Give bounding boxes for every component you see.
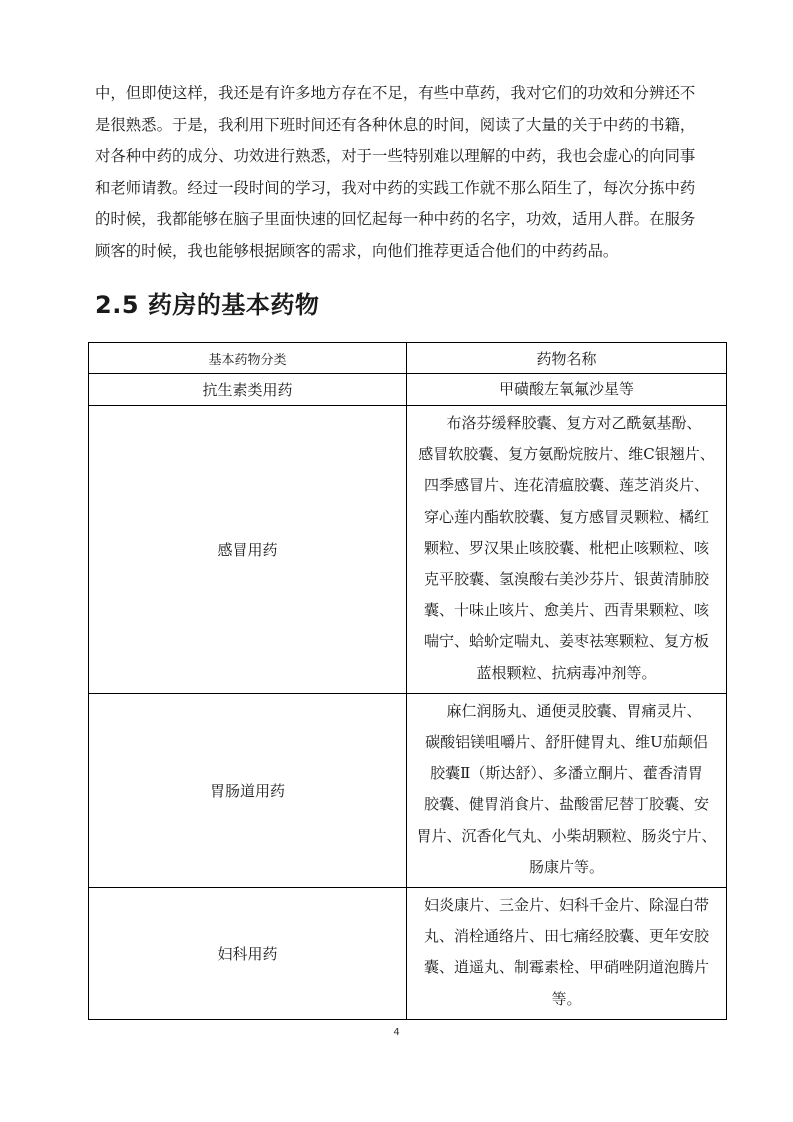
drug-names-line: 胶囊、健胃消食片、盐酸雷尼替丁胶囊、安 xyxy=(423,795,709,814)
drug-names-line: 囊、逍遥丸、制霉素栓、甲硝唑阴道泡腾片 xyxy=(423,958,709,977)
paragraph-line: 是很熟悉。于是，我利用下班时间还有各种休息的时间，阅读了大量的关于中药的书籍， xyxy=(95,115,696,134)
drug-names-line: 甲磺酸左氧氟沙星等 xyxy=(498,380,634,398)
drug-names-line: 感冒软胶囊、复方氨酚烷胺片、维C银翘片、 xyxy=(418,445,715,464)
drug-names-line: 布洛芬缓释胶囊、复方对乙酰氨基酚、 xyxy=(431,414,702,432)
drug-names-line: 胃片、沉香化气丸、小柴胡颗粒、肠炎宁片、 xyxy=(416,826,717,845)
drug-names-cell xyxy=(407,374,727,406)
paragraph-line: 和老师请教。经过一段时间的学习，我对中药的实践工作就不那么陌生了，每次分拣中药 xyxy=(95,178,696,197)
section-heading: 2.5 药房的基本药物 xyxy=(95,291,320,319)
drug-names-cell xyxy=(407,888,727,1020)
header-category: 基本药物分类 xyxy=(89,343,407,374)
table-row xyxy=(89,374,727,406)
category-cell: 感冒用药 xyxy=(89,406,407,694)
drug-names-line: 喘宁、蛤蚧定喘丸、姜枣祛寒颗粒、复方板 xyxy=(423,632,709,651)
drug-names-cell xyxy=(407,406,727,694)
table-row xyxy=(89,888,727,1020)
drug-names-line: 妇炎康片、三金片、妇科千金片、除湿白带 xyxy=(423,896,709,915)
category-cell: 胃肠道用药 xyxy=(89,693,407,887)
drug-names-line: 蓝根颗粒、抗病毒冲剂等。 xyxy=(476,663,657,682)
paragraph-line: 中，但即使这样，我还是有许多地方存在不足，有些中草药，我对它们的功效和分辨还不 xyxy=(95,84,696,102)
page-number: 4 xyxy=(393,1027,400,1038)
header-drug-name: 药物名称 xyxy=(407,343,727,374)
drug-names-line: 囊、十味止咳片、愈美片、西青果颗粒、咳 xyxy=(423,601,709,620)
drug-names-line: 麻仁润肠丸、通便灵胶囊、胃痛灵片、 xyxy=(431,701,702,720)
category-cell: 妇科用药 xyxy=(89,888,407,1020)
paragraph-line: 顾客的时候，我也能够根据顾客的需求，向他们推荐更适合他们的中药药品。 xyxy=(95,241,619,260)
body-paragraph xyxy=(95,78,725,268)
table-header-row xyxy=(89,343,727,374)
drug-names-line: 颗粒、罗汉果止咳胶囊、枇杷止咳颗粒、咳 xyxy=(423,538,709,557)
drug-names-line: 肠康片等。 xyxy=(528,857,604,876)
category-cell: 抗生素类用药 xyxy=(89,374,407,406)
table-row xyxy=(89,406,727,694)
drug-names-line: 胶囊Ⅱ（斯达舒）、多潘立酮片、藿香清胃 xyxy=(430,764,703,783)
drug-names-line: 四季感冒片、连花清瘟胶囊、莲芝消炎片、 xyxy=(423,476,709,495)
paragraph-line: 的时候，我都能够在脑子里面快速的回忆起每一种中药的名字，功效，适用人群。在服务 xyxy=(95,210,696,229)
drug-names-line: 碳酸铝镁咀嚼片、舒肝健胃丸、维U茄颠侣 xyxy=(425,733,708,752)
drug-names-line: 等。 xyxy=(551,989,582,1008)
paragraph-line: 对各种中药的成分、功效进行熟悉，对于一些特别难以理解的中药，我也会虚心的向同事 xyxy=(95,147,696,166)
table-row xyxy=(89,693,727,887)
drug-names-cell xyxy=(407,693,727,887)
drug-names-line: 穿心莲内酯软胶囊、复方感冒灵颗粒、橘红 xyxy=(423,507,709,526)
drug-names-line: 克平胶囊、氢溴酸右美沙芬片、银黄清肺胶 xyxy=(423,570,709,589)
drug-names-line: 丸、消栓通络片、田七痛经胶囊、更年安胶 xyxy=(423,927,709,946)
basic-drugs-table xyxy=(88,342,727,1020)
